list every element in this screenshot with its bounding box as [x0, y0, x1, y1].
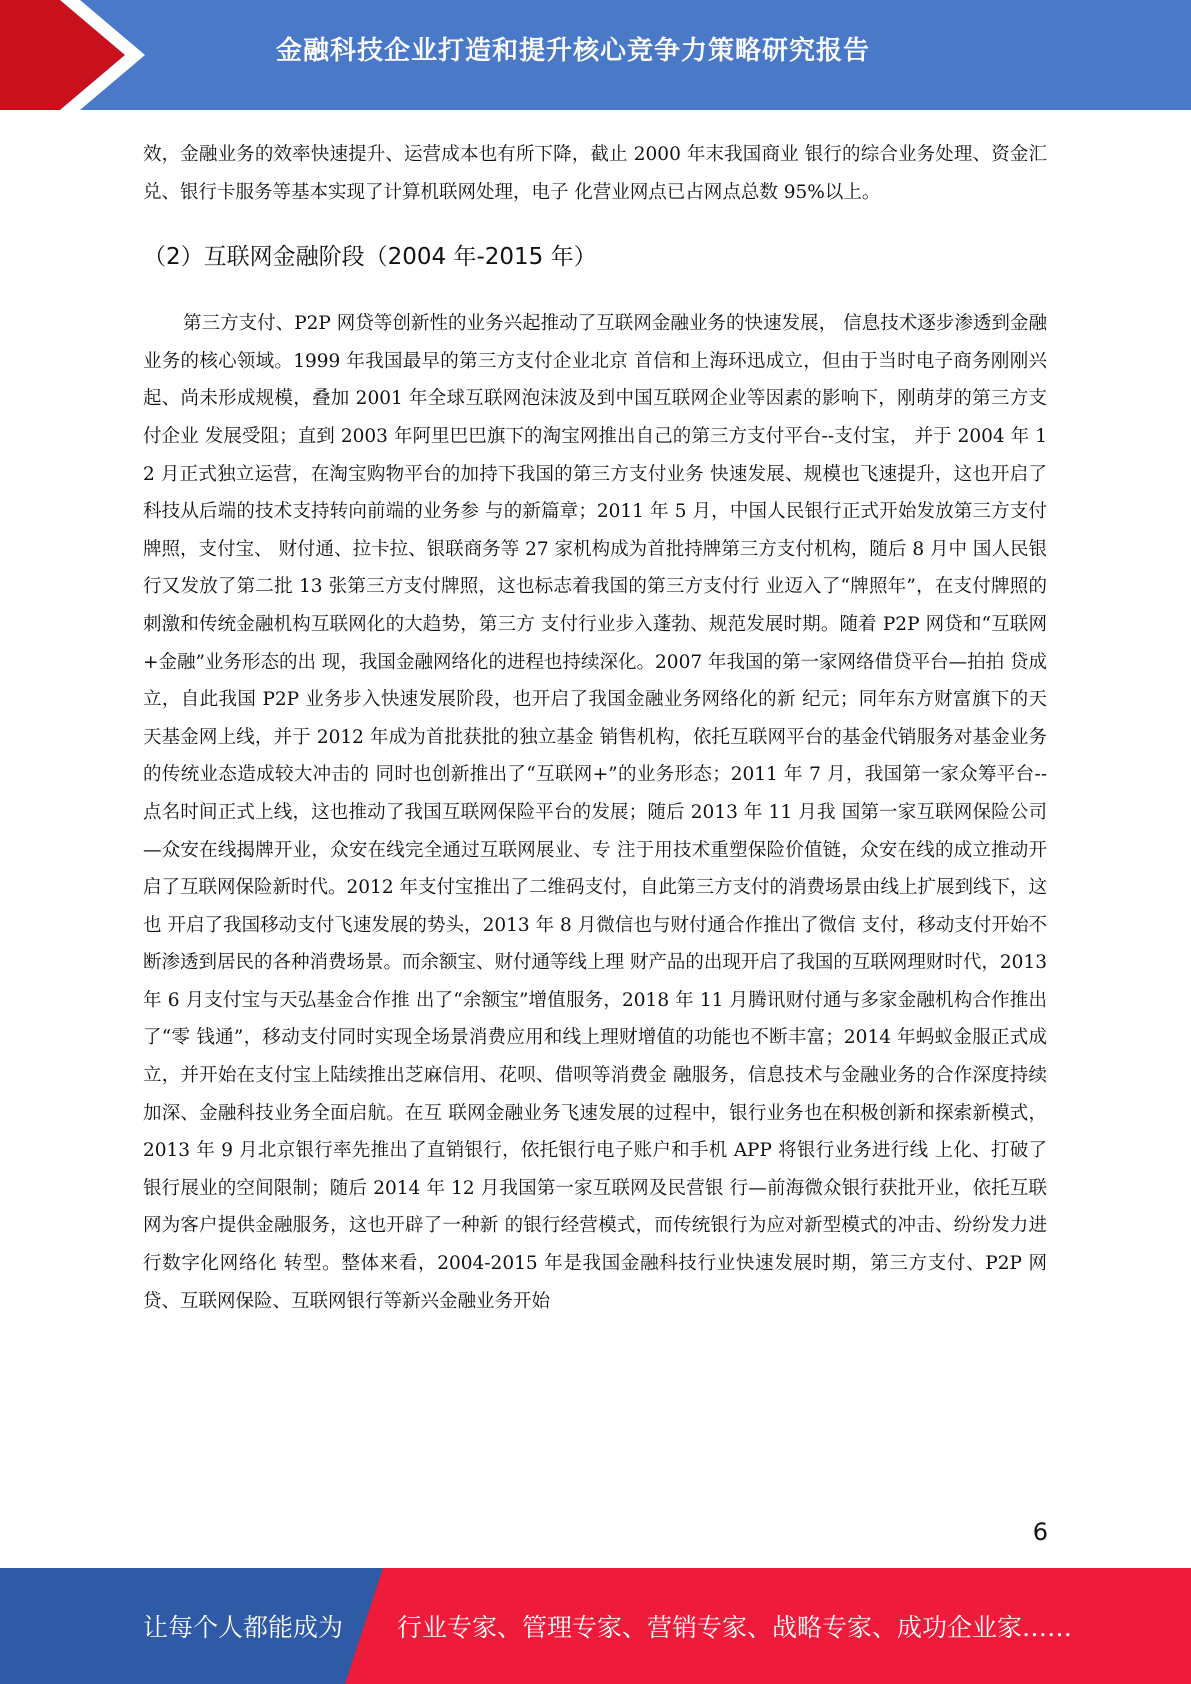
header-red-chevron	[0, 0, 125, 110]
section-heading: （2）互联网金融阶段（2004 年-2015 年）	[143, 244, 597, 271]
document-title: 金融科技企业打造和提升核心竞争力策略研究报告	[276, 35, 871, 66]
document-body	[143, 136, 1047, 1320]
body-paragraph: 第三方支付、P2P 网贷等创新性的业务兴起推动了互联网金融业务的快速发展， 信息技术逐步渗透到金融业务的核心领域。1999 年我国最早的第三方支付企业北京 首信和上海环迅成立，但由于当时电子商务刚刚兴起、尚未形成规模，叠加 2001 年全球互联网泡沫波及到中国互联网企业等因素的影响下，刚萌芽的第三方支付企业 发展受阻；直到 2003 年阿里巴巴旗下的淘宝网推出自己的第三方支付平台--支付宝， 并于 2004 年 12 月正式独立运营，在淘宝购物平台的加持下我国的第三方支付业务 快速发展、规模也飞速提升，这也开启了科技从后端的技术支持转向前端的业务参 与的新篇章；2011 年 5 月，中国人民银行正式开始发放第三方支付牌照，支付宝、 财付通、拉卡拉、银联商务等 27 家机构成为首批持牌第三方支付机构，随后 8 月中 国人民银行又发放了第二批 13 张第三方支付牌照，这也标志着我国的第三方支付行 业迈入了“牌照年”，在支付牌照的刺激和传统金融机构互联网化的大趋势，第三方 支付行业步入蓬勃、规范发展时期。随着 P2P 网贷和“互联网+金融”业务形态的出 现，我国金融网络化的进程也持续深化。2007 年我国的第一家网络借贷平台—拍拍 贷成立，自此我国 P2P 业务步入快速发展阶段，也开启了我国金融业务网络化的新 纪元；同年东方财富旗下的天天基金网上线，并于 2012 年成为首批获批的独立基金 销售机构，依托互联网平台的基金代销服务对基金业务的传统业态造成较大冲击的 同时也创新推出了“互联网+”的业务形态；2011 年 7 月，我国第一家众筹平台-- 点名时间正式上线，这也推动了我国互联网保险平台的发展；随后 2013 年 11 月我 国第一家互联网保险公司—众安在线揭牌开业，众安在线完全通过互联网展业、专 注于用技术重塑保险价值链，众安在线的成立推动开启了互联网保险新时代。2012 年支付宝推出了二维码支付，自此第三方支付的消费场景由线上扩展到线下，这也 开启了我国移动支付飞速发展的势头，2013 年 8 月微信也与财付通合作推出了微信 支付，移动支付开始不断渗透到居民的各种消费场景。而余额宝、财付通等线上理 财产品的出现开启了我国的互联网理财时代，2013 年 6 月支付宝与天弘基金合作推 出了“余额宝”增值服务，2018 年 11 月腾讯财付通与多家金融机构合作推出了“零 钱通”，移动支付同时实现全场景消费应用和线上理财增值的功能也不断丰富；2014 年蚂蚁金服正式成立，并开始在支付宝上陆续推出芝麻信用、花呗、借呗等消费金 融服务，信息技术与金融业务的合作深度持续加深、金融科技业务全面启航。在互 联网金融业务飞速发展的过程中，银行业务也在积极创新和探索新模式，2013 年 9 月北京银行率先推出了直销银行，依托银行电子账户和手机 APP 将银行业务进行线 上化、打破了银行展业的空间限制；随后 2014 年 12 月我国第一家互联网及民营银 行—前海微众银行获批开业，依托互联网为客户提供金融服务，这也开辟了一种新 的银行经营模式，而传统银行为应对新型模式的冲击、纷纷发力进行数字化网络化 转型。整体来看，2004-2015 年是我国金融科技行业快速发展时期，第三方支付、P2P 网贷、互联网保险、互联网银行等新兴金融业务开始	[143, 313, 1047, 1312]
footer-slogan-left: 让每个人都能成为	[143, 1613, 344, 1642]
body-paragraph: 效，金融业务的效率快速提升、运营成本也有所下降，截止 2000 年末我国商业 银行的综合业务处理、资金汇兑、银行卡服务等基本实现了计算机联网处理，电子 化营业网点已占网点总数 95%以上。	[143, 144, 1047, 203]
page-footer	[0, 1568, 1191, 1684]
page-header	[0, 0, 1191, 110]
page-number: 6	[1032, 1518, 1048, 1546]
footer-slogan-right: 行业专家、管理专家、营销专家、战略专家、成功企业家……	[397, 1613, 1073, 1642]
